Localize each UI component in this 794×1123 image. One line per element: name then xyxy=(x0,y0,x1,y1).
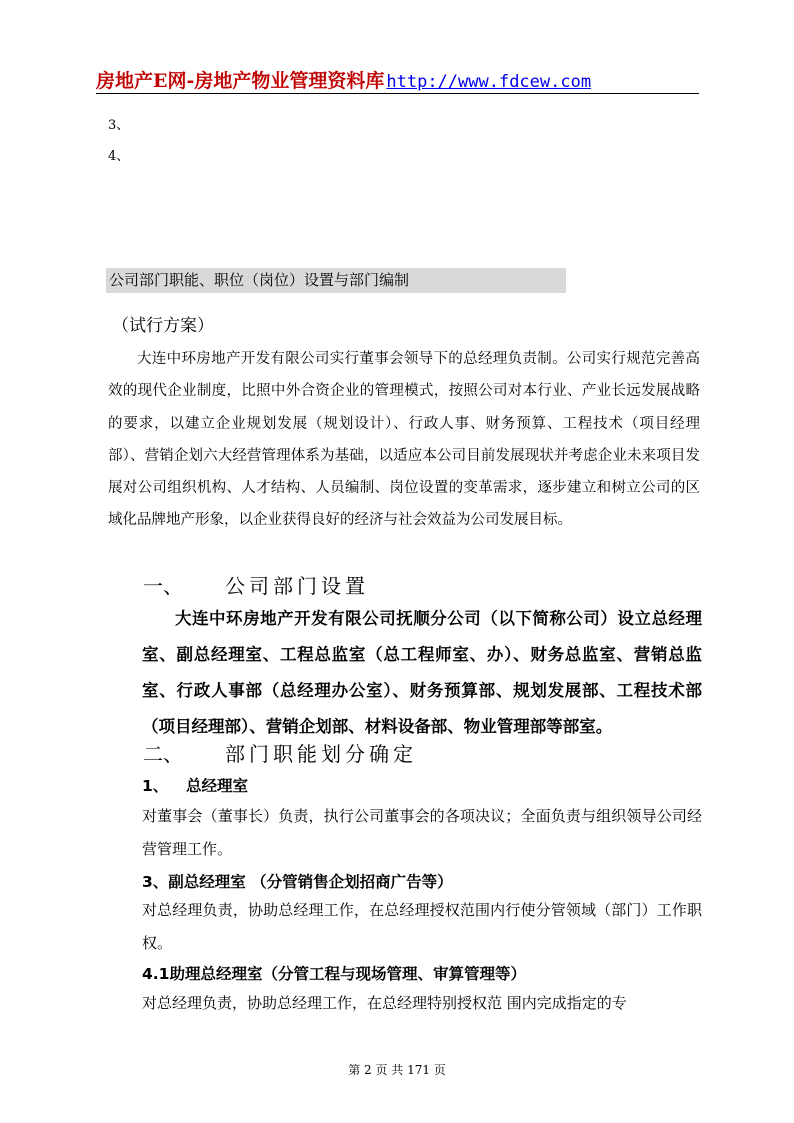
subsection-3-text: 对总经理负责，协助总经理工作，在总经理授权范围内行使分管领域（部门）工作职权。 xyxy=(142,901,702,952)
intro-paragraph: 大连中环房地产开发有限公司实行董事会领导下的总经理负责制。公司实行规范完善高效的现代企业制度，比照中外合资企业的管理模式，按照公司对本行业、产业长远发展战略的要求，以建立企业规划发展（规划设计）、行政人事、财务预算、工程技术（项目经理部）、营销企划六大经营管理体系为基础，以适应本公司目前发展现状并考虑企业未来项目发展对公司组织机构、人才结构、人员编制、岗位设置的变革需求，逐步建立和树立公司的区域化品牌地产形象，以企业获得良好的经济与社会效益为公司发展目标。 xyxy=(108,351,700,529)
section-heading-2 xyxy=(143,738,417,767)
subsection-number: 1、 xyxy=(142,777,169,795)
subsection-1-text: 对董事会（董事长）负责，执行公司董事会的各项决议；全面负责与组织领导公司经营管理工作。 xyxy=(142,807,702,858)
section-number: 一、 xyxy=(143,574,183,598)
document-subtitle: （试行方案） xyxy=(112,316,214,336)
section-heading-1 xyxy=(143,570,369,599)
subsection-heading-3: 3、副总经理室 （分管销售企划招商广告等） xyxy=(142,873,453,891)
subsection-4-1-text: 对总经理负责，协助总经理工作，在总经理特别授权范 围内完成指定的专 xyxy=(142,994,627,1012)
header-divider xyxy=(96,93,699,94)
section-number: 二、 xyxy=(143,742,183,766)
section1-paragraph: 大连中环房地产开发有限公司抚顺分公司（以下简称公司）设立总经理室、副总经理室、工程总监室（总工程师室、办）、财务总监室、营销总监室、行政人事部（总经理办公室）、财务预算部、规划发展部、工程技术部（项目经理部）、营销企划部、材料设备部、物业管理部等部室。 xyxy=(142,609,702,736)
subsection-heading-1 xyxy=(142,774,248,796)
section-title: 公司部门设置 xyxy=(225,574,369,598)
document-title-banner: 公司部门职能、职位（岗位）设置与部门编制 xyxy=(106,268,566,293)
list-number-4: 4、 xyxy=(108,149,130,164)
subsection-title: 总经理室 xyxy=(186,777,249,795)
list-number-3: 3、 xyxy=(108,118,130,133)
page-header xyxy=(96,66,696,90)
subsection-heading-4-1: 4.1助理总经理室（分管工程与现场管理、审算管理等） xyxy=(142,965,526,983)
page-footer: 第 2 页 共 171 页 xyxy=(348,1063,446,1077)
header-brand: 房地产E网-房地产物业管理资料库 xyxy=(96,70,385,92)
header-url-link[interactable]: http://www.fdcew.com xyxy=(386,72,592,92)
section-title: 部门职能划分确定 xyxy=(225,742,417,766)
